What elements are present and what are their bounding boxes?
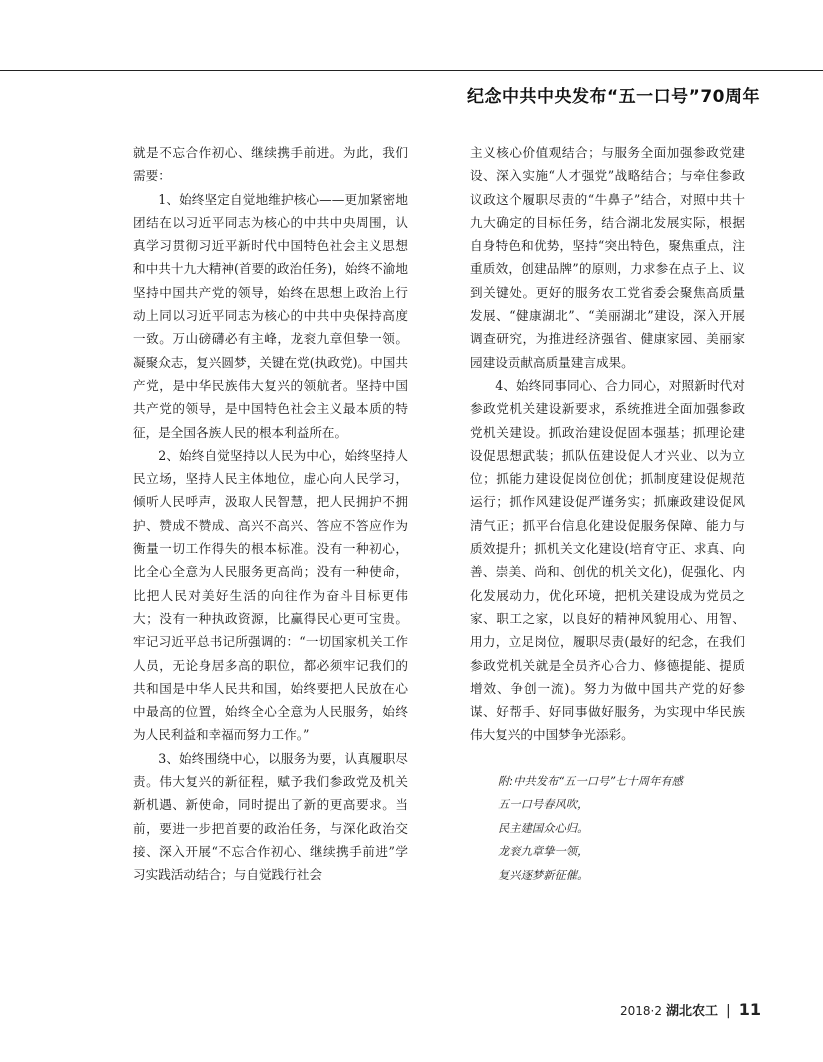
- page-header-title: 纪念中共中央发布“五一口号”70周年: [466, 87, 760, 107]
- paragraph: 2、始终自觉坚持以人民为中心，始终坚持人民立场，坚持人民主体地位，虚心向人民学习，倾听人民呼声，汲取人民智慧，把人民拥护不拥护、赞成不赞成、高兴不高兴、答应不答应作为衡量一切工作得失的根本标准。没有一种初心，比全心全意为人民服务更高尚；没有一种使命，比把人民对美好生活的向往作为奋斗目标更伟大；没有一种执政资源，比赢得民心更可宝贵。牢记习近平总书记所强调的：“一切国家机关工作人员，无论身居多高的职位，都必须牢记我们的共和国是中华人民共和国，始终要把人民放在心中最高的位置，始终全心全意为人民服务，始终为人民利益和幸福而努力工作。”: [133, 447, 408, 743]
- issue-label: 2018·2: [620, 1004, 662, 1018]
- paragraph: 1、始终坚定自觉地维护核心——更加紧密地团结在以习近平同志为核心的中共中央周围，认真学习贯彻习近平新时代中国特色社会主义思想和中共十九大精神(首要的政治任务)，始终不渝地坚持中国共产党的领导，始终在思想上政治上行动上同以习近平同志为核心的中共中央保持高度一致。万山磅礴必有主峰，龙衮九章但挚一领。凝聚众志，复兴圆梦，关键在党(执政党)。中国共产党，是中华民族伟大复兴的领航者。坚持中国共产党的领导，是中国特色社会主义最本质的特征，是全国各族人民的根本利益所在。: [133, 191, 408, 440]
- poem-title: 附:中共发布“五一口号”七十周年有感: [498, 774, 683, 788]
- poem-line: 龙衮九章挚一领，: [498, 845, 589, 859]
- left-column: [133, 141, 408, 887]
- paragraph: 主义核心价值观结合；与服务全面加强参政党建设、深入实施“人才强党”战略结合；与牵住参政议政这个履职尽责的“牛鼻子”结合，对照中共十九大确定的目标任务，结合湖北发展实际，根据自身特色和优势，坚持“突出特色，聚焦重点，注重质效，创建品牌”的原则，力求参在点子上、议到关键处。更好的服务农工党省委会聚焦高质量发展、“健康湖北”、“美丽湖北”建设，深入开展调查研究，为推进经济强省、健康家园、美丽家园建设贡献高质量建言成果。: [470, 145, 745, 370]
- page-number: 11: [738, 1000, 761, 1019]
- page-footer: [620, 1000, 761, 1019]
- magazine-name: 湖北农工: [666, 1004, 719, 1019]
- appended-poem: [470, 770, 745, 888]
- header-rule: [0, 70, 823, 71]
- paragraph: 4、始终同事同心、合力同心，对照新时代对参政党机关建设新要求，系统推进全面加强参政党机关建设。抓政治建设促固本强基；抓理论建设促思想武装；抓队伍建设促人才兴业、以为立位；抓能力建设促岗位创优；抓制度建设促规范运行；抓作风建设促严谨务实；抓廉政建设促风清气正；抓平台信息化建设促服务保障、能力与质效提升；抓机关文化建设(培育守正、求真、向善、崇美、尚和、创优的机关文化)，促强化、内化发展动力，优化环境，把机关建设成为党员之家、职工之家，以良好的精神风貌用心、用智、用力，立足岗位，履职尽责(最好的纪念，在我们参政党机关就是全员齐心合力、修德提能、提质增效、争创一流)。努力为做中国共产党的好参谋、好帮手、好同事做好服务，为实现中华民族伟大复兴的中国梦争光添彩。: [470, 377, 745, 743]
- paragraph: 就是不忘合作初心、继续携手前进。为此，我们需要：: [133, 145, 408, 184]
- poem-line: 民主建国众心归。: [498, 821, 589, 835]
- footer-separator: |: [726, 1003, 731, 1019]
- paragraph: 3、始终围绕中心，以服务为要，认真履职尽责。伟大复兴的新征程，赋予我们参政党及机关新机遇、新使命，同时提出了新的更高要求。当前，要进一步把首要的政治任务，与深化政治交接、深入开展“不忘合作初心、继续携手前进”学习实践活动结合；与自觉践行社会: [133, 750, 408, 883]
- poem-line: 复兴逐梦新征催。: [498, 868, 589, 882]
- right-column: [470, 141, 745, 887]
- poem-line: 五一口号春风吹，: [498, 798, 589, 812]
